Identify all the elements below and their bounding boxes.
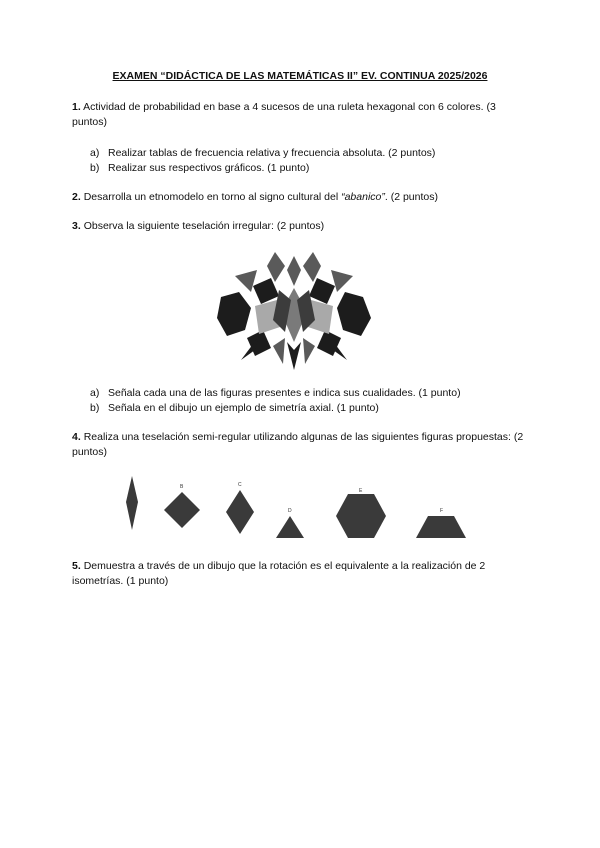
question-3 [72, 219, 532, 234]
item-marker: a) [90, 387, 100, 399]
bottom-triangle-right [303, 338, 315, 364]
question-text: Realiza una teselación semi-regular utilizando algunas de las siguientes figuras propuestas: (2 puntos) [72, 431, 524, 458]
question-1-item-a [90, 146, 530, 161]
triangle-top-right [331, 270, 353, 292]
figure-e-hexagon [336, 494, 386, 538]
question-3-item-b [90, 401, 530, 416]
figure-f-trapezoid [416, 516, 466, 538]
question-text-end: . (2 puntos) [384, 191, 438, 203]
question-2 [72, 190, 532, 205]
item-marker: b) [90, 402, 100, 414]
question-number: 1. [72, 101, 81, 113]
hexagon-right [337, 292, 371, 336]
item-marker: b) [90, 162, 100, 174]
question-1 [72, 100, 532, 130]
question-text: Desarrolla un etnomodelo en torno al signo cultural del [83, 191, 342, 203]
question-text: Demuestra a través de un dibujo que la rotación es el equivalente a la realización de 2 isometrías. (1 punto) [72, 560, 486, 587]
figure-d-triangle [276, 516, 304, 538]
rhombus-top-center [287, 256, 301, 286]
item-text: Realizar tablas de frecuencia relativa y frecuencia absoluta. (2 puntos) [108, 147, 436, 159]
figure-b-square [164, 492, 200, 528]
exam-title: EXAMEN “DIDÁCTICA DE LAS MATEMÁTICAS II” EV. CONTINUA 2025/2026 [112, 70, 488, 82]
figure-label-b: B [180, 484, 184, 490]
question-1-item-b [90, 161, 530, 176]
square-top-right [309, 278, 335, 304]
irregular-tessellation-figure [215, 250, 375, 372]
figure-label-e: E [359, 488, 363, 494]
triangle-top-left [235, 270, 257, 292]
question-emphasis: “abanico” [341, 191, 385, 203]
question-text: Observa la siguiente teselación irregular: (2 puntos) [83, 220, 325, 232]
question-number: 3. [72, 220, 81, 232]
proposed-figures [118, 474, 478, 546]
rhombus-top-right [303, 252, 321, 282]
question-number: 4. [72, 431, 81, 443]
question-number: 5. [72, 560, 81, 572]
figure-label-d: D [288, 508, 292, 514]
question-4 [72, 430, 532, 460]
figure-c-rhombus [226, 490, 254, 534]
bottom-triangle-left [273, 338, 285, 364]
item-text: Señala cada una de las figuras presentes e indica sus cualidades. (1 punto) [108, 387, 461, 399]
question-number: 2. [72, 191, 81, 203]
question-5 [72, 559, 532, 589]
item-text: Realizar sus respectivos gráficos. (1 punto) [108, 162, 310, 174]
item-text: Señala en el dibujo un ejemplo de simetría axial. (1 punto) [108, 402, 379, 414]
bottom-center [287, 342, 301, 370]
hexagon-left [217, 292, 251, 336]
rhombus-top-left [267, 252, 285, 282]
question-text: Actividad de probabilidad en base a 4 sucesos de una ruleta hexagonal con 6 colores. (3 puntos) [72, 101, 496, 128]
square-top-left [253, 278, 279, 304]
figure-label-c: C [238, 482, 242, 488]
item-marker: a) [90, 147, 100, 159]
figure-label-f: F [440, 508, 444, 514]
question-3-item-a [90, 386, 530, 401]
figure-a-thin-rhombus [126, 476, 138, 530]
